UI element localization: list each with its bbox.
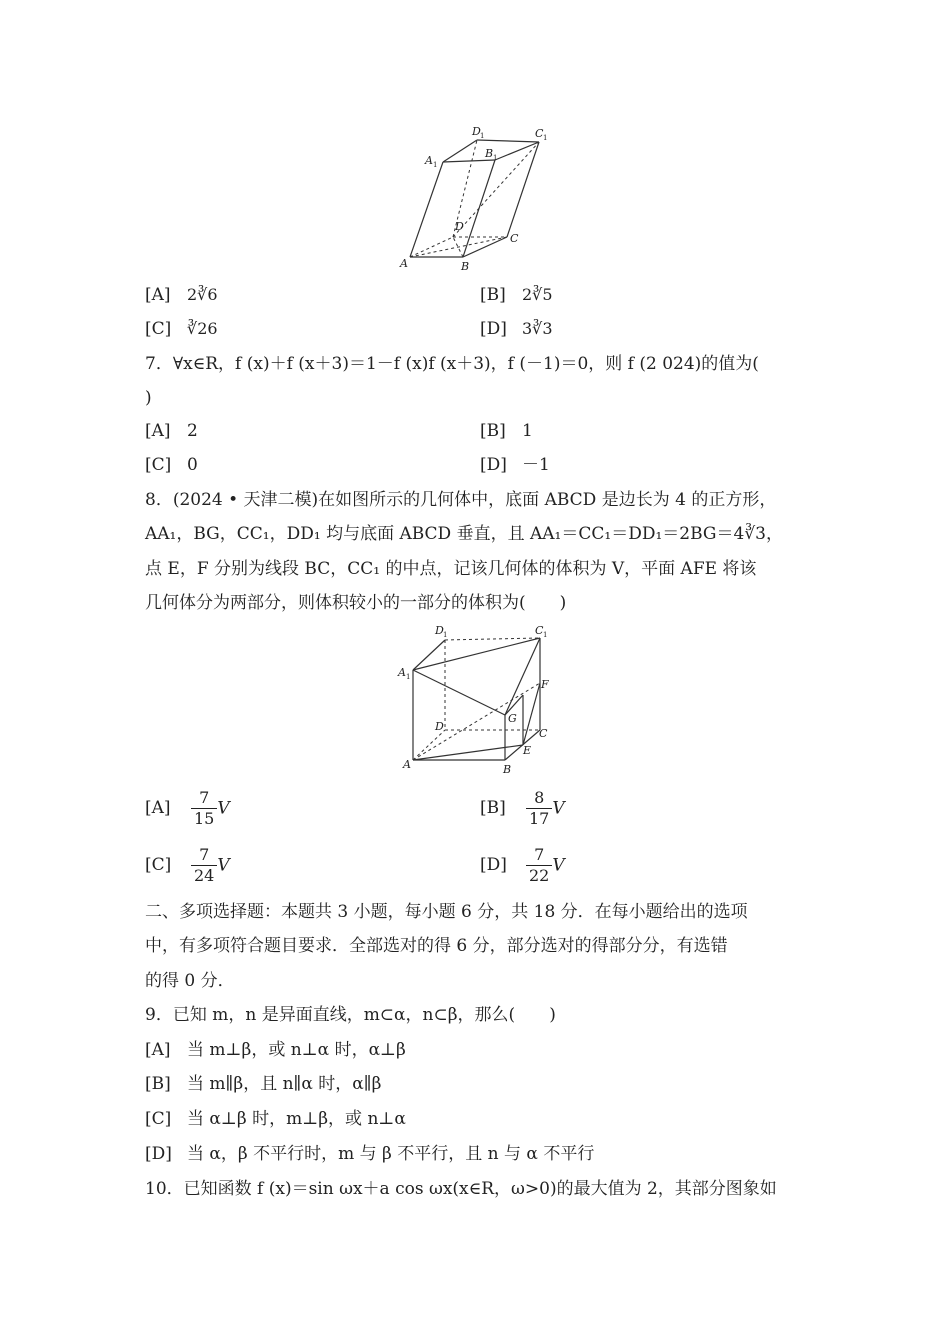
q8-stem-line3: 点 E，F 分别为线段 BC，CC₁ 的中点，记该几何体的体积为 V，平面 AFE 将该 bbox=[145, 559, 757, 579]
option-label: [B] bbox=[480, 798, 506, 818]
fraction-numerator: 7 bbox=[191, 845, 217, 866]
fraction bbox=[526, 788, 552, 829]
q8-figure bbox=[395, 620, 560, 780]
q8-label-C1: C bbox=[535, 624, 544, 637]
option-label: [D] bbox=[480, 319, 507, 339]
fraction bbox=[191, 788, 217, 829]
q8-label-A: A bbox=[403, 758, 411, 771]
option-label: [C] bbox=[145, 319, 172, 339]
option-value: 3∛3 bbox=[522, 319, 553, 338]
q8-label-C1-sub: 1 bbox=[543, 631, 548, 639]
fraction-numerator: 7 bbox=[191, 788, 217, 809]
q8-option-b bbox=[480, 788, 565, 829]
option-variable: V bbox=[217, 855, 230, 876]
option-value: 2 bbox=[187, 421, 198, 441]
q8-option-c bbox=[145, 845, 230, 886]
q6-option-a bbox=[145, 283, 218, 307]
section2-line2: 中，有多项符合题目要求．全部选对的得 6 分，部分选对的得部分分，有选错 bbox=[145, 936, 728, 956]
q6-label-C1-sub: 1 bbox=[543, 134, 548, 142]
q8-label-D: D bbox=[435, 720, 444, 733]
q8-option-d bbox=[480, 845, 565, 886]
q6-label-D1: D bbox=[472, 125, 481, 138]
option-label: [A] bbox=[145, 798, 171, 818]
option-label: [A] bbox=[145, 421, 171, 441]
q8-stem-line4: 几何体分为两部分，则体积较小的一部分的体积为( ) bbox=[145, 593, 567, 613]
option-label: [D] bbox=[480, 455, 507, 475]
option-value: 当 m∥β，且 n∥α 时，α∥β bbox=[187, 1074, 382, 1094]
option-value: 1 bbox=[522, 421, 533, 441]
q8-label-A1-sub: 1 bbox=[406, 673, 411, 681]
q7-stem-line2: ) bbox=[145, 388, 152, 408]
option-value: 当 m⊥β，或 n⊥α 时，α⊥β bbox=[187, 1040, 406, 1060]
fraction-denominator: 17 bbox=[529, 809, 550, 828]
fraction-numerator: 7 bbox=[526, 845, 552, 866]
option-value: 当 α⊥β 时，m⊥β，或 n⊥α bbox=[187, 1109, 406, 1129]
option-variable: V bbox=[552, 798, 565, 819]
option-label: [C] bbox=[145, 1109, 172, 1129]
q6-label-A1-sub: 1 bbox=[433, 161, 438, 169]
q6-label-B1: B bbox=[485, 147, 494, 160]
q8-label-G: G bbox=[508, 712, 517, 725]
option-label: [C] bbox=[145, 855, 172, 875]
q6-label-A: A bbox=[400, 257, 408, 270]
q8-label-D1: D bbox=[435, 624, 444, 637]
option-label: [C] bbox=[145, 455, 172, 475]
q7-option-a bbox=[145, 419, 198, 443]
q6-label-C: C bbox=[510, 232, 519, 245]
section2-line3: 的得 0 分． bbox=[145, 971, 235, 991]
fraction-denominator: 15 bbox=[194, 809, 215, 828]
q6-label-A1: A bbox=[425, 154, 433, 167]
option-label: [B] bbox=[145, 1074, 171, 1094]
q6-label-C1: C bbox=[535, 127, 544, 140]
q9-option-b bbox=[145, 1072, 381, 1096]
q7-option-d bbox=[480, 453, 550, 477]
option-label: [D] bbox=[145, 1144, 172, 1164]
solid-diagram bbox=[395, 620, 560, 780]
parallelepiped-diagram bbox=[395, 120, 560, 275]
option-label: [A] bbox=[145, 285, 171, 305]
q8-stem-line1: 8．(2024 • 天津二模)在如图所示的几何体中，底面 ABCD 是边长为 4 的正方形， bbox=[145, 490, 777, 510]
option-label: [D] bbox=[480, 855, 507, 875]
option-value: 2∛6 bbox=[187, 285, 218, 304]
q6-option-b bbox=[480, 283, 553, 307]
q9-option-a bbox=[145, 1038, 406, 1062]
fraction-numerator: 8 bbox=[526, 788, 552, 809]
option-label: [B] bbox=[480, 421, 506, 441]
option-value: 2∛5 bbox=[522, 285, 553, 304]
option-label: [B] bbox=[480, 285, 506, 305]
option-variable: V bbox=[217, 798, 230, 819]
fraction-denominator: 24 bbox=[194, 866, 215, 885]
option-variable: V bbox=[552, 855, 565, 876]
q8-label-A1: A bbox=[398, 666, 406, 679]
q10-stem: 10．已知函数 f (x)＝sin ωx＋a cos ωx(x∈R，ω>0)的最大值为 2，其部分图象如 bbox=[145, 1179, 777, 1199]
q6-option-d bbox=[480, 317, 553, 341]
q7-stem-line1: 7．∀x∈R，f (x)＋f (x＋3)＝1－f (x)f (x＋3)，f (－1)＝0，则 f (2 024)的值为( bbox=[145, 354, 759, 374]
option-value: 当 α，β 不平行时，m 与 β 不平行，且 n 与 α 不平行 bbox=[187, 1144, 595, 1164]
q7-option-b bbox=[480, 419, 533, 443]
fraction bbox=[191, 845, 217, 886]
section2-line1: 二、多项选择题：本题共 3 小题，每小题 6 分，共 18 分．在每小题给出的选项 bbox=[145, 902, 748, 922]
option-value: ∛26 bbox=[187, 319, 218, 338]
q8-label-C: C bbox=[539, 727, 548, 740]
q7-option-c bbox=[145, 453, 198, 477]
q8-label-F: F bbox=[541, 678, 549, 691]
q9-option-d bbox=[145, 1142, 594, 1166]
option-label: [A] bbox=[145, 1040, 171, 1060]
q6-label-B: B bbox=[461, 260, 470, 273]
q6-label-B1-sub: 1 bbox=[493, 154, 498, 162]
fraction-denominator: 22 bbox=[529, 866, 550, 885]
q9-option-c bbox=[145, 1107, 406, 1131]
q6-option-c bbox=[145, 317, 218, 341]
q6-label-D: D bbox=[455, 220, 464, 233]
q8-stem-line2: AA₁，BG，CC₁，DD₁ 均与底面 ABCD 垂直，且 AA₁＝CC₁＝DD₁＝2BG＝4∛3， bbox=[145, 524, 783, 544]
option-value: 0 bbox=[187, 455, 198, 475]
q6-figure bbox=[395, 120, 560, 275]
q8-label-E: E bbox=[523, 744, 532, 757]
q6-label-D1-sub: 1 bbox=[480, 132, 485, 140]
q8-option-a bbox=[145, 788, 230, 829]
q9-stem: 9．已知 m，n 是异面直线，m⊂α，n⊂β，那么( ) bbox=[145, 1005, 556, 1025]
fraction bbox=[526, 845, 552, 886]
q8-label-B: B bbox=[503, 763, 512, 776]
q8-label-D1-sub: 1 bbox=[443, 631, 448, 639]
option-value: －1 bbox=[522, 455, 550, 475]
